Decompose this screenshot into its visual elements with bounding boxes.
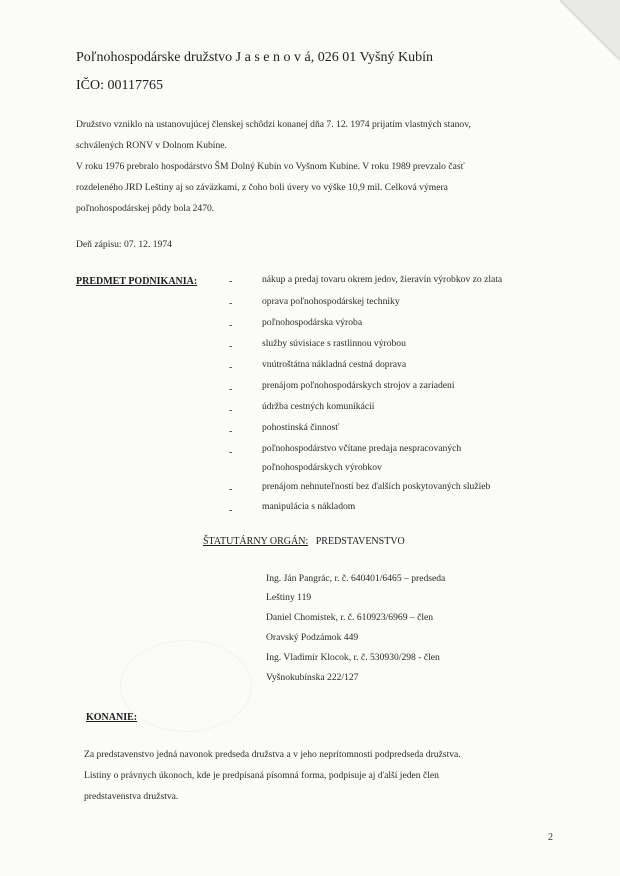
member-line: Vyšnokubínska 222/127 [266, 672, 359, 683]
member-line: Daniel Chomistek, r. č. 610923/6969 – člen [266, 612, 434, 623]
konanie-line: Za predstavenstvo jedná navonok predseda družstva a v jeho neprítomnosti podpredseda družstva. [84, 749, 461, 760]
intro-line: poľnohospodárskej pôdy bola 2470. [76, 203, 215, 214]
activity-item: vnútroštátna nákladná cestná doprava [262, 359, 407, 370]
list-dash: - [229, 505, 233, 516]
list-dash: - [229, 341, 233, 352]
list-dash: - [229, 276, 233, 287]
intro-line: V roku 1976 prebralo hospodárstvo ŠM Dolný Kubín vo Vyšnom Kubíne. V roku 1989 prevzalo časť [76, 161, 465, 172]
registration-date: Deň zápisu: 07. 12. 1974 [76, 239, 172, 250]
activity-item: pohostinská činnosť [262, 422, 340, 433]
list-dash: - [229, 298, 233, 309]
konanie-line: predstavenstva družstva. [84, 791, 179, 802]
activity-item: prenájom nehnuteľností bez ďalších poskytovaných služieb [262, 481, 491, 492]
activity-item: údržba cestných komunikácií [262, 401, 375, 412]
list-dash: - [229, 405, 233, 416]
intro-line: rozdeleného JRD Leštiny aj so záväzkami, z čoho boli úvery vo výške 10,9 mil. Celková výmera [76, 182, 448, 193]
list-dash: - [229, 362, 233, 373]
cooperative-name: Poľnohospodárske družstvo J a s e n o v á, 026 01 Vyšný Kubín [76, 50, 433, 65]
intro-paragraph [76, 114, 554, 219]
activity-item: poľnohospodárska výroba [262, 317, 363, 328]
activity-item: prenájom poľnohospodárskych strojov a zariadení [262, 380, 455, 391]
ico-number: IČO: 00117765 [76, 78, 163, 93]
intro-line: Družstvo vzniklo na ustanovujúcej členskej schôdzi konanej dňa 7. 12. 1974 prijatím vlastných stanov, [76, 119, 471, 130]
member-line: Oravský Podzámok 449 [266, 632, 359, 643]
folded-corner [560, 0, 620, 60]
member-line: Ing. Ján Pangrác, r. č. 640401/6465 – predseda [266, 573, 446, 584]
page-number: 2 [548, 832, 553, 843]
statutory-body [203, 536, 405, 547]
list-dash: - [229, 426, 233, 437]
konanie-title: KONANIE: [86, 712, 138, 723]
konanie-paragraph [84, 744, 562, 807]
list-dash: - [229, 384, 233, 395]
konanie-line: Listiny o právnych úkonoch, kde je predpísaná písomná forma, podpisuje aj ďalší jeden člen [84, 770, 439, 781]
list-dash: - [229, 484, 233, 495]
faint-stamp [120, 640, 252, 732]
activity-item: manipulácia s nákladom [262, 501, 356, 512]
member-line: Ing. Vladimír Klocok, r. č. 530930/298 - člen [266, 652, 440, 663]
statutory-label: ŠTATUTÁRNY ORGÁN: [203, 536, 309, 547]
activity-item: služby súvisiace s rastlinnou výrobou [262, 338, 406, 349]
activity-item: nákup a predaj tovaru okrem jedov, žieravín výrobkov zo zlata [262, 274, 503, 285]
member-line: Leštiny 119 [266, 592, 312, 603]
activity-item: oprava poľnohospodárskej techniky [262, 296, 400, 307]
predmet-title: PREDMET PODNIKANIA: [76, 276, 198, 287]
statutory-value: PREDSTAVENSTVO [315, 536, 405, 547]
activity-item-continuation: poľnohospodárskych výrobkov [262, 462, 382, 473]
list-dash: - [229, 320, 233, 331]
list-dash: - [229, 447, 233, 458]
activity-item: poľnohospodárstvo včítane predaja nespracovaných [262, 443, 462, 454]
intro-line: schválených RONV v Dolnom Kubíne. [76, 140, 227, 151]
